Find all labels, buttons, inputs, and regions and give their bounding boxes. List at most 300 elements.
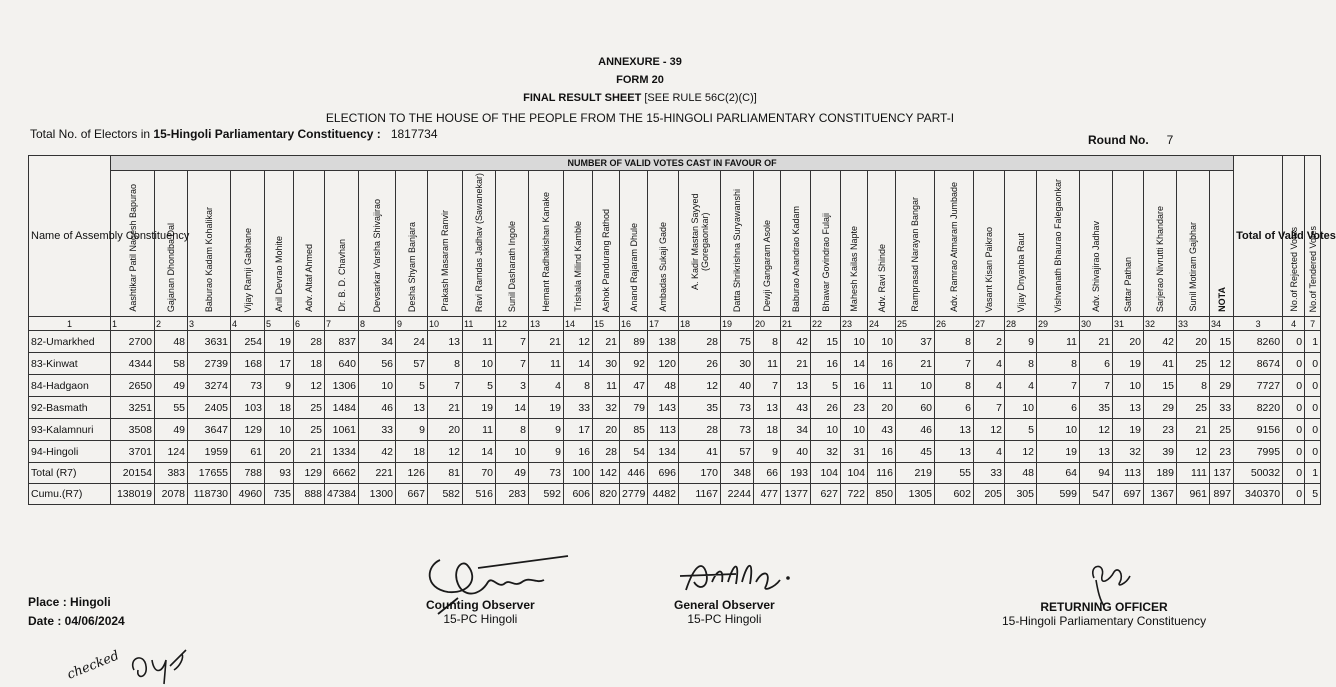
vote-cell: 0 bbox=[1283, 397, 1305, 419]
vote-cell: 0 bbox=[1283, 375, 1305, 397]
candidate-header bbox=[294, 171, 325, 317]
vote-cell: 13 bbox=[396, 397, 428, 419]
vote-cell: 92 bbox=[620, 353, 648, 375]
vote-cell: 16 bbox=[564, 441, 593, 463]
electors-line bbox=[30, 127, 438, 141]
vote-cell: 113 bbox=[648, 419, 679, 441]
column-index: 16 bbox=[620, 317, 648, 331]
vote-cell: 20 bbox=[868, 397, 896, 419]
vote-cell: 18 bbox=[754, 419, 781, 441]
vote-cell: 17 bbox=[265, 353, 294, 375]
candidate-header bbox=[1113, 171, 1144, 317]
vote-cell: 81 bbox=[428, 463, 463, 484]
candidate-name: Anil Devrao Mohite bbox=[274, 235, 284, 312]
electors-label: Total No. of Electors in bbox=[30, 127, 151, 141]
candidate-name: A. Kadir Mastan Sayyed (Goregaonkar) bbox=[689, 193, 710, 291]
vote-cell: 16 bbox=[811, 353, 841, 375]
column-index: 12 bbox=[496, 317, 529, 331]
candidate-name: Gajanan Dhondba Dal bbox=[166, 222, 176, 312]
vote-cell: 46 bbox=[896, 419, 935, 441]
candidate-header bbox=[188, 171, 231, 317]
candidate-header bbox=[754, 171, 781, 317]
candidate-name: NOTA bbox=[1216, 287, 1227, 312]
vote-cell: 5 bbox=[396, 375, 428, 397]
candidate-name: Vasant Kisan Paikrao bbox=[984, 226, 994, 312]
candidate-header bbox=[1005, 171, 1037, 317]
vote-cell: 31 bbox=[841, 441, 868, 463]
vote-cell: 4 bbox=[529, 375, 564, 397]
vote-cell: 10 bbox=[463, 353, 496, 375]
vote-cell: 39 bbox=[1144, 441, 1177, 463]
vote-cell: 64 bbox=[1037, 463, 1080, 484]
vote-cell: 8260 bbox=[1234, 331, 1283, 353]
candidate-name: Sunil Dasharath Ingole bbox=[507, 220, 517, 312]
vote-cell: 7 bbox=[1080, 375, 1113, 397]
vote-cell: 28 bbox=[593, 441, 620, 463]
vote-cell: 2779 bbox=[620, 484, 648, 505]
candidate-name: Adv. Altaf Ahmed bbox=[304, 244, 314, 312]
column-index: 1 bbox=[111, 317, 155, 331]
column-index: 7 bbox=[325, 317, 359, 331]
candidate-header bbox=[974, 171, 1005, 317]
candidate-header bbox=[428, 171, 463, 317]
electors-value: 1817734 bbox=[390, 127, 438, 141]
vote-cell: 20 bbox=[593, 419, 620, 441]
vote-cell: 640 bbox=[325, 353, 359, 375]
vote-cell: 221 bbox=[359, 463, 396, 484]
vote-cell: 2244 bbox=[721, 484, 754, 505]
vote-cell: 34 bbox=[359, 331, 396, 353]
vote-cell: 8 bbox=[754, 331, 781, 353]
vote-cell: 124 bbox=[155, 441, 188, 463]
vote-cell: 12 bbox=[1080, 419, 1113, 441]
vote-cell: 10 bbox=[841, 331, 868, 353]
vote-cell: 25 bbox=[294, 419, 325, 441]
vote-cell: 14 bbox=[564, 353, 593, 375]
vote-cell: 79 bbox=[620, 397, 648, 419]
vote-cell: 0 bbox=[1283, 331, 1305, 353]
vote-cell: 0 bbox=[1283, 419, 1305, 441]
vote-cell: 73 bbox=[231, 375, 265, 397]
vote-cell: 16 bbox=[841, 375, 868, 397]
column-index: 20 bbox=[754, 317, 781, 331]
vote-cell: 8 bbox=[935, 375, 974, 397]
vote-cell: 5 bbox=[463, 375, 496, 397]
vote-cell: 5 bbox=[1305, 484, 1321, 505]
constituency-name: 84-Hadgaon bbox=[29, 375, 111, 397]
vote-cell: 40 bbox=[781, 441, 811, 463]
candidate-name: Vijay Dnyanba Raut bbox=[1015, 232, 1026, 312]
vote-cell: 10 bbox=[868, 331, 896, 353]
vote-cell: 12 bbox=[1005, 441, 1037, 463]
vote-cell: 820 bbox=[593, 484, 620, 505]
vote-cell: 193 bbox=[781, 463, 811, 484]
vote-cell: 8674 bbox=[1234, 353, 1283, 375]
vote-cell: 1305 bbox=[896, 484, 935, 505]
candidate-name: Vijay Ramji Gabhane bbox=[242, 227, 253, 312]
vote-cell: 10 bbox=[1037, 419, 1080, 441]
vote-cell: 34 bbox=[781, 419, 811, 441]
vote-cell: 1484 bbox=[325, 397, 359, 419]
round-number bbox=[1088, 133, 1173, 147]
round-value: 7 bbox=[1166, 133, 1174, 147]
vote-cell: 305 bbox=[1005, 484, 1037, 505]
vote-cell: 8 bbox=[496, 419, 529, 441]
vote-cell: 113 bbox=[1113, 463, 1144, 484]
vote-cell: 11 bbox=[463, 419, 496, 441]
candidate-header bbox=[265, 171, 294, 317]
constituency-name: 82-Umarkhed bbox=[29, 331, 111, 353]
vote-cell: 120 bbox=[648, 353, 679, 375]
vote-cell: 55 bbox=[935, 463, 974, 484]
vote-cell: 4344 bbox=[111, 353, 155, 375]
column-index: 26 bbox=[935, 317, 974, 331]
vote-cell: 20 bbox=[428, 419, 463, 441]
vote-cell: 12 bbox=[428, 441, 463, 463]
vote-cell: 42 bbox=[1144, 331, 1177, 353]
vote-cell: 35 bbox=[679, 397, 721, 419]
vote-cell: 3 bbox=[496, 375, 529, 397]
counting-observer-block bbox=[426, 598, 535, 626]
counting-observer-title: Counting Observer bbox=[426, 598, 535, 612]
column-index: 7 bbox=[1305, 317, 1321, 331]
column-index: 9 bbox=[396, 317, 428, 331]
vote-cell: 20 bbox=[1177, 331, 1210, 353]
candidate-name: Sattar Pathan bbox=[1123, 256, 1133, 312]
vote-cell: 30 bbox=[721, 353, 754, 375]
vote-cell: 1334 bbox=[325, 441, 359, 463]
candidate-header bbox=[1080, 171, 1113, 317]
column-index: 24 bbox=[868, 317, 896, 331]
vote-cell: 12 bbox=[1177, 441, 1210, 463]
vote-cell: 73 bbox=[721, 419, 754, 441]
counting-observer-sub: 15-PC Hingoli bbox=[443, 612, 518, 626]
vote-cell: 7 bbox=[1037, 375, 1080, 397]
column-index: 22 bbox=[811, 317, 841, 331]
vote-cell: 516 bbox=[463, 484, 496, 505]
vote-cell: 26 bbox=[679, 353, 721, 375]
candidate-name: Ashok Pandurang Rathod bbox=[601, 208, 611, 312]
column-index: 34 bbox=[1210, 317, 1234, 331]
header-band-row bbox=[29, 156, 1321, 171]
vote-cell: 111 bbox=[1177, 463, 1210, 484]
vote-cell: 8 bbox=[1005, 353, 1037, 375]
annexure-title: ANNEXURE - 39 bbox=[598, 56, 682, 68]
name-header: Name of Assembly Constituency bbox=[29, 156, 111, 317]
candidate-header bbox=[935, 171, 974, 317]
column-index: 8 bbox=[359, 317, 396, 331]
vote-cell: 33 bbox=[974, 463, 1005, 484]
constituency-name: Total (R7) bbox=[29, 463, 111, 484]
column-index: 30 bbox=[1080, 317, 1113, 331]
vote-cell: 2739 bbox=[188, 353, 231, 375]
vote-cell: 138 bbox=[648, 331, 679, 353]
candidate-header bbox=[841, 171, 868, 317]
column-index: 2 bbox=[155, 317, 188, 331]
vote-cell: 14 bbox=[463, 441, 496, 463]
candidate-name: Trishala Milind Kamble bbox=[573, 221, 583, 312]
vote-cell: 15 bbox=[1210, 331, 1234, 353]
vote-cell: 3508 bbox=[111, 419, 155, 441]
vote-cell: 12 bbox=[294, 375, 325, 397]
vote-cell: 0 bbox=[1283, 441, 1305, 463]
vote-cell: 73 bbox=[721, 397, 754, 419]
vote-cell: 134 bbox=[648, 441, 679, 463]
vote-cell: 168 bbox=[231, 353, 265, 375]
general-observer-block bbox=[674, 598, 775, 626]
vote-cell: 21 bbox=[1080, 331, 1113, 353]
vote-cell: 0 bbox=[1305, 397, 1321, 419]
candidate-name: Hemant Radhakishan Kanake bbox=[541, 192, 551, 312]
candidate-name: Adv. Shivajirao Jadhav bbox=[1091, 221, 1101, 312]
candidate-name: Ambadas Sukaji Gade bbox=[658, 222, 668, 312]
vote-cell: 18 bbox=[294, 353, 325, 375]
vote-cell: 0 bbox=[1305, 353, 1321, 375]
vote-cell: 49 bbox=[155, 419, 188, 441]
vote-cell: 20154 bbox=[111, 463, 155, 484]
vote-cell: 23 bbox=[1144, 419, 1177, 441]
place-label: Place : Hingoli bbox=[28, 595, 111, 609]
table-row bbox=[29, 353, 1321, 375]
vote-cell: 104 bbox=[841, 463, 868, 484]
vote-cell: 348 bbox=[721, 463, 754, 484]
column-index: 28 bbox=[1005, 317, 1037, 331]
column-index: 18 bbox=[679, 317, 721, 331]
result-table bbox=[28, 155, 1336, 505]
vote-cell: 10 bbox=[265, 419, 294, 441]
vote-cell: 1306 bbox=[325, 375, 359, 397]
vote-cell: 592 bbox=[529, 484, 564, 505]
vote-cell: 11 bbox=[1037, 331, 1080, 353]
vote-cell: 446 bbox=[620, 463, 648, 484]
returning-officer-block bbox=[1002, 600, 1206, 628]
vote-cell: 32 bbox=[593, 397, 620, 419]
vote-cell: 4 bbox=[974, 353, 1005, 375]
vote-cell: 142 bbox=[593, 463, 620, 484]
final-result-title bbox=[0, 92, 1280, 104]
candidate-name: Adv. Ramrao Atmaram Jumbade bbox=[949, 182, 959, 312]
column-index: 13 bbox=[529, 317, 564, 331]
vote-cell: 49 bbox=[496, 463, 529, 484]
vote-cell: 93 bbox=[265, 463, 294, 484]
candidate-name: Mahesh Kailas Napte bbox=[849, 226, 859, 312]
vote-cell: 8220 bbox=[1234, 397, 1283, 419]
candidate-header bbox=[721, 171, 754, 317]
constituency-name: Cumu.(R7) bbox=[29, 484, 111, 505]
vote-cell: 55 bbox=[155, 397, 188, 419]
vote-cell: 254 bbox=[231, 331, 265, 353]
vote-cell: 19 bbox=[529, 397, 564, 419]
vote-cell: 126 bbox=[396, 463, 428, 484]
vote-cell: 7 bbox=[935, 353, 974, 375]
vote-cell: 12 bbox=[974, 419, 1005, 441]
vote-cell: 219 bbox=[896, 463, 935, 484]
candidate-header bbox=[1177, 171, 1210, 317]
candidate-header bbox=[620, 171, 648, 317]
vote-cell: 837 bbox=[325, 331, 359, 353]
vote-cell: 56 bbox=[359, 353, 396, 375]
vote-cell: 1377 bbox=[781, 484, 811, 505]
column-index-row bbox=[29, 317, 1321, 331]
form-title: FORM 20 bbox=[616, 74, 664, 86]
vote-cell: 2405 bbox=[188, 397, 231, 419]
vote-cell: 8 bbox=[1177, 375, 1210, 397]
candidate-name: Ramprasad Narayan Bangar bbox=[910, 197, 920, 312]
vote-cell: 21 bbox=[896, 353, 935, 375]
vote-cell: 8 bbox=[935, 331, 974, 353]
vote-cell: 2 bbox=[974, 331, 1005, 353]
vote-cell: 23 bbox=[841, 397, 868, 419]
vote-cell: 48 bbox=[1005, 463, 1037, 484]
candidate-name: Datta Shrikrishna Suryawanshi bbox=[732, 188, 742, 312]
candidate-header bbox=[496, 171, 529, 317]
returning-officer-title: RETURNING OFFICER bbox=[1040, 600, 1168, 614]
vote-cell: 205 bbox=[974, 484, 1005, 505]
vote-cell: 4482 bbox=[648, 484, 679, 505]
constituency-name: 93-Kalamnuri bbox=[29, 419, 111, 441]
candidate-name: Dr. B. D. Chavhan bbox=[336, 239, 347, 312]
vote-cell: 32 bbox=[811, 441, 841, 463]
table-row bbox=[29, 463, 1321, 484]
vote-cell: 28 bbox=[679, 419, 721, 441]
initials-mark bbox=[126, 640, 196, 687]
handwritten-note: checked bbox=[65, 648, 122, 683]
vote-cell: 61 bbox=[231, 441, 265, 463]
vote-cell: 2700 bbox=[111, 331, 155, 353]
round-label: Round No. bbox=[1088, 133, 1149, 147]
vote-cell: 43 bbox=[781, 397, 811, 419]
candidate-name: Dewji Gangaram Asole bbox=[762, 220, 772, 312]
column-index: 23 bbox=[841, 317, 868, 331]
vote-cell: 602 bbox=[935, 484, 974, 505]
column-index: 27 bbox=[974, 317, 1005, 331]
vote-cell: 13 bbox=[754, 397, 781, 419]
vote-cell: 24 bbox=[396, 331, 428, 353]
vote-cell: 16 bbox=[868, 353, 896, 375]
vote-cell: 19 bbox=[265, 331, 294, 353]
vote-cell: 7 bbox=[428, 375, 463, 397]
candidate-header bbox=[231, 171, 265, 317]
column-index: 33 bbox=[1177, 317, 1210, 331]
vote-cell: 129 bbox=[294, 463, 325, 484]
candidate-header bbox=[648, 171, 679, 317]
vote-cell: 11 bbox=[593, 375, 620, 397]
vote-cell: 3701 bbox=[111, 441, 155, 463]
candidate-header bbox=[868, 171, 896, 317]
vote-cell: 57 bbox=[721, 441, 754, 463]
vote-cell: 13 bbox=[1113, 397, 1144, 419]
vote-cell: 28 bbox=[294, 331, 325, 353]
candidate-name: Baburao Anandrao Kadam bbox=[790, 205, 801, 312]
vote-cell: 21 bbox=[294, 441, 325, 463]
vote-cell: 21 bbox=[781, 353, 811, 375]
vote-cell: 37 bbox=[896, 331, 935, 353]
vote-cell: 5 bbox=[1005, 419, 1037, 441]
vote-cell: 961 bbox=[1177, 484, 1210, 505]
vote-cell: 10 bbox=[496, 441, 529, 463]
vote-cell: 75 bbox=[721, 331, 754, 353]
vote-cell: 41 bbox=[1144, 353, 1177, 375]
vote-cell: 29 bbox=[1144, 397, 1177, 419]
vote-cell: 3274 bbox=[188, 375, 231, 397]
column-index: 5 bbox=[265, 317, 294, 331]
candidate-header bbox=[155, 171, 188, 317]
vote-cell: 6662 bbox=[325, 463, 359, 484]
vote-cell: 42 bbox=[781, 331, 811, 353]
table-row bbox=[29, 375, 1321, 397]
vote-cell: 15 bbox=[1144, 375, 1177, 397]
vote-cell: 7995 bbox=[1234, 441, 1283, 463]
vote-cell: 70 bbox=[463, 463, 496, 484]
vote-cell: 35 bbox=[1080, 397, 1113, 419]
vote-cell: 16 bbox=[868, 441, 896, 463]
vote-cell: 129 bbox=[231, 419, 265, 441]
vote-cell: 13 bbox=[1080, 441, 1113, 463]
vote-cell: 4 bbox=[974, 375, 1005, 397]
constituency-name: 94-Hingoli bbox=[29, 441, 111, 463]
vote-cell: 33 bbox=[564, 397, 593, 419]
vote-cell: 189 bbox=[1144, 463, 1177, 484]
final-result-label: FINAL RESULT SHEET bbox=[523, 92, 642, 104]
candidate-name: Ravi Ramdas Jadhav (Sawanekar) bbox=[474, 172, 484, 312]
candidate-name: Vishvanath Bhaurao Falegaonkar bbox=[1053, 178, 1063, 312]
vote-cell: 73 bbox=[529, 463, 564, 484]
vote-cell: 47 bbox=[620, 375, 648, 397]
candidate-header bbox=[1037, 171, 1080, 317]
returning-officer-sub: 15-Hingoli Parliamentary Constituency bbox=[1002, 614, 1207, 628]
vote-cell: 50032 bbox=[1234, 463, 1283, 484]
column-index: 17 bbox=[648, 317, 679, 331]
vote-cell: 2078 bbox=[155, 484, 188, 505]
vote-cell: 26 bbox=[811, 397, 841, 419]
candidate-header bbox=[811, 171, 841, 317]
vote-cell: 25 bbox=[294, 397, 325, 419]
vote-cell: 5 bbox=[811, 375, 841, 397]
vote-cell: 1 bbox=[1305, 331, 1321, 353]
vote-cell: 7 bbox=[496, 331, 529, 353]
vote-cell: 19 bbox=[1113, 419, 1144, 441]
vote-cell: 3631 bbox=[188, 331, 231, 353]
vote-cell: 3251 bbox=[111, 397, 155, 419]
vote-cell: 94 bbox=[1080, 463, 1113, 484]
vote-cell: 7727 bbox=[1234, 375, 1283, 397]
candidate-header bbox=[1210, 171, 1234, 317]
vote-cell: 21 bbox=[529, 331, 564, 353]
vote-cell: 17 bbox=[564, 419, 593, 441]
vote-cell: 19 bbox=[1037, 441, 1080, 463]
vote-cell: 42 bbox=[359, 441, 396, 463]
vote-cell: 137 bbox=[1210, 463, 1234, 484]
general-observer-title: General Observer bbox=[674, 598, 775, 612]
vote-cell: 8 bbox=[1037, 353, 1080, 375]
vote-cell: 697 bbox=[1113, 484, 1144, 505]
vote-cell: 25 bbox=[1177, 397, 1210, 419]
vote-cell: 13 bbox=[428, 331, 463, 353]
vote-cell: 143 bbox=[648, 397, 679, 419]
vote-cell: 66 bbox=[754, 463, 781, 484]
vote-cell: 1 bbox=[1305, 463, 1321, 484]
vote-cell: 20 bbox=[265, 441, 294, 463]
vote-cell: 48 bbox=[155, 331, 188, 353]
table-row bbox=[29, 397, 1321, 419]
vote-cell: 18 bbox=[265, 397, 294, 419]
vote-cell: 1061 bbox=[325, 419, 359, 441]
vote-cell: 17655 bbox=[188, 463, 231, 484]
candidate-name: Desha Shyam Banjara bbox=[406, 221, 417, 312]
vote-cell: 13 bbox=[935, 419, 974, 441]
vote-cell: 118730 bbox=[188, 484, 231, 505]
candidate-header bbox=[781, 171, 811, 317]
